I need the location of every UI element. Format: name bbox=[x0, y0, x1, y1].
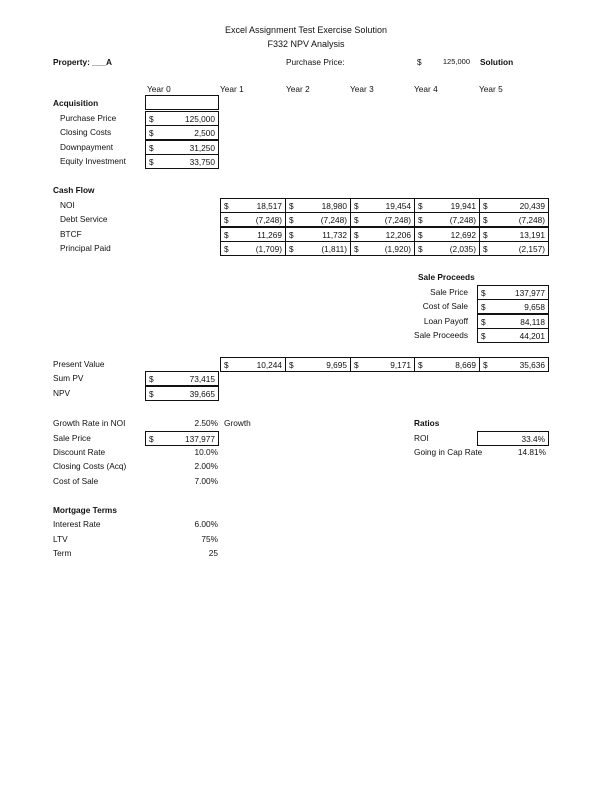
cell-value: 20,439 bbox=[519, 200, 545, 211]
year-header-4: Year 4 bbox=[414, 84, 438, 94]
currency-symbol: $ bbox=[483, 214, 488, 225]
cell-value: 11,269 bbox=[257, 229, 282, 240]
roi-label: ROI bbox=[414, 433, 429, 443]
cell-value: 19,454 bbox=[385, 200, 411, 211]
currency-symbol: $ bbox=[149, 374, 154, 384]
sale-proceeds-heading: Sale Proceeds bbox=[418, 272, 475, 282]
blank-cell[interactable] bbox=[145, 95, 219, 110]
cell-value: 19,941 bbox=[450, 200, 476, 211]
sale-price-label: Sale Price bbox=[53, 433, 91, 443]
currency-symbol: $ bbox=[481, 301, 486, 312]
cash-flow-cell[interactable] bbox=[220, 241, 286, 256]
discount-label: Discount Rate bbox=[53, 447, 106, 457]
acquisition-label: Equity Investment bbox=[60, 156, 126, 166]
cash-flow-cell[interactable] bbox=[414, 198, 480, 213]
cash-flow-label: Debt Service bbox=[60, 214, 108, 224]
currency-symbol: $ bbox=[289, 229, 294, 240]
cell-value: (7,248) bbox=[255, 214, 282, 225]
currency-symbol: $ bbox=[354, 200, 359, 211]
cash-flow-cell[interactable] bbox=[350, 212, 415, 227]
cash-flow-label: Principal Paid bbox=[60, 243, 111, 253]
year-header-3: Year 3 bbox=[350, 84, 374, 94]
cell-value: (2,157) bbox=[518, 243, 545, 254]
roi-cell[interactable] bbox=[477, 431, 549, 446]
cell-value: 11,732 bbox=[322, 229, 347, 240]
cell-value: (1,709) bbox=[255, 243, 282, 254]
acquisition-label: Closing Costs bbox=[60, 127, 112, 137]
cell-value: 33.4% bbox=[521, 433, 545, 444]
sale-proceeds-cell[interactable] bbox=[477, 314, 549, 329]
currency-symbol: $ bbox=[149, 127, 154, 138]
currency-symbol: $ bbox=[149, 433, 154, 444]
cell-value: 39,665 bbox=[189, 388, 215, 399]
year-header-5: Year 5 bbox=[479, 84, 503, 94]
currency-symbol: $ bbox=[481, 287, 486, 298]
sale-proceeds-cell[interactable] bbox=[477, 328, 549, 343]
cell-value: 18,517 bbox=[256, 200, 282, 211]
cell-value: 18,980 bbox=[321, 200, 347, 211]
growth-note: Growth bbox=[224, 418, 251, 428]
sale-proceeds-label: Sale Price bbox=[430, 287, 468, 297]
cash-flow-cell[interactable] bbox=[285, 198, 351, 213]
year-header-1: Year 1 bbox=[220, 84, 244, 94]
acquisition-label: Purchase Price bbox=[60, 113, 117, 123]
ratios-heading: Ratios bbox=[414, 418, 440, 428]
closing-label: Closing Costs (Acq) bbox=[53, 461, 127, 471]
cell-value: 137,977 bbox=[515, 287, 545, 298]
currency-symbol: $ bbox=[224, 200, 229, 211]
acquisition-cell[interactable] bbox=[145, 154, 219, 169]
cash-flow-cell[interactable] bbox=[220, 212, 286, 227]
purchase-price-currency: $ bbox=[417, 57, 422, 67]
currency-symbol: $ bbox=[483, 229, 488, 240]
property-label: Property: ___A bbox=[53, 57, 113, 67]
mortgage-value: 6.00% bbox=[194, 519, 218, 529]
present-value-cell[interactable] bbox=[285, 357, 351, 372]
currency-symbol: $ bbox=[354, 214, 359, 225]
cash-flow-cell[interactable] bbox=[220, 198, 286, 213]
cap-rate-label: Going in Cap Rate bbox=[414, 447, 483, 457]
cell-value: 9,171 bbox=[390, 359, 411, 370]
cell-value: 2,500 bbox=[194, 127, 215, 138]
cell-value: 137,977 bbox=[185, 433, 215, 444]
cash-flow-heading: Cash Flow bbox=[53, 185, 95, 195]
currency-symbol: $ bbox=[418, 359, 423, 370]
mortgage-value: 75% bbox=[201, 534, 218, 544]
cell-value: 13,191 bbox=[519, 229, 545, 240]
currency-symbol: $ bbox=[481, 316, 486, 327]
sheet-subtitle: F332 NPV Analysis bbox=[267, 39, 345, 49]
currency-symbol: $ bbox=[149, 156, 154, 167]
cell-value: 8,669 bbox=[455, 359, 476, 370]
cash-flow-cell[interactable] bbox=[479, 227, 549, 242]
cap-rate-value: 14.81% bbox=[517, 447, 546, 457]
cell-value: 73,415 bbox=[189, 374, 215, 384]
currency-symbol: $ bbox=[418, 214, 423, 225]
npv-cell[interactable] bbox=[145, 386, 219, 401]
currency-symbol: $ bbox=[483, 200, 488, 211]
cell-value: 9,658 bbox=[524, 301, 545, 312]
npv-label: NPV bbox=[53, 388, 71, 398]
currency-symbol: $ bbox=[224, 243, 229, 254]
currency-symbol: $ bbox=[289, 243, 294, 254]
currency-symbol: $ bbox=[149, 142, 154, 153]
currency-symbol: $ bbox=[418, 243, 423, 254]
sale-proceeds-cell[interactable] bbox=[477, 285, 549, 300]
present-value-cell[interactable] bbox=[350, 357, 415, 372]
present-value-label: Present Value bbox=[53, 359, 105, 369]
sale-proceeds-cell[interactable] bbox=[477, 299, 549, 314]
sum-pv-cell[interactable] bbox=[145, 371, 219, 386]
cash-flow-cell[interactable] bbox=[479, 212, 549, 227]
cash-flow-cell[interactable] bbox=[285, 241, 351, 256]
solution-label: Solution bbox=[480, 57, 514, 67]
present-value-cell[interactable] bbox=[220, 357, 286, 372]
discount-value: 10.0% bbox=[194, 447, 218, 457]
cash-flow-cell[interactable] bbox=[285, 227, 351, 242]
currency-symbol: $ bbox=[354, 359, 359, 370]
cell-value: 84,118 bbox=[520, 316, 545, 327]
cash-flow-label: NOI bbox=[60, 200, 75, 210]
cost-of-sale-value: 7.00% bbox=[194, 476, 218, 486]
currency-symbol: $ bbox=[483, 243, 488, 254]
cash-flow-label: BTCF bbox=[60, 229, 82, 239]
currency-symbol: $ bbox=[481, 330, 486, 341]
growth-label: Growth Rate in NOI bbox=[53, 418, 126, 428]
cash-flow-cell[interactable] bbox=[285, 212, 351, 227]
cash-flow-cell[interactable] bbox=[414, 227, 480, 242]
sale-proceeds-label: Sale Proceeds bbox=[414, 330, 468, 340]
currency-symbol: $ bbox=[149, 388, 154, 399]
cash-flow-cell[interactable] bbox=[414, 212, 480, 227]
cell-value: (7,248) bbox=[320, 214, 347, 225]
year-header-2: Year 2 bbox=[286, 84, 310, 94]
cell-value: (7,248) bbox=[384, 214, 411, 225]
currency-symbol: $ bbox=[289, 359, 294, 370]
cell-value: (1,811) bbox=[321, 243, 347, 254]
cash-flow-cell[interactable] bbox=[350, 227, 415, 242]
closing-value: 2.00% bbox=[194, 461, 218, 471]
currency-symbol: $ bbox=[483, 359, 488, 370]
cell-value: 33,750 bbox=[189, 156, 215, 167]
currency-symbol: $ bbox=[354, 243, 359, 254]
cell-value: 12,206 bbox=[385, 229, 411, 240]
mortgage-heading: Mortgage Terms bbox=[53, 505, 117, 515]
sheet-title: Excel Assignment Test Exercise Solution bbox=[225, 25, 387, 35]
mortgage-label: LTV bbox=[53, 534, 68, 544]
present-value-cell[interactable] bbox=[414, 357, 480, 372]
acquisition-label: Downpayment bbox=[60, 142, 114, 152]
currency-symbol: $ bbox=[354, 229, 359, 240]
acquisition-heading: Acquisition bbox=[53, 98, 99, 108]
currency-symbol: $ bbox=[224, 359, 229, 370]
currency-symbol: $ bbox=[149, 113, 154, 124]
cell-value: (2,035) bbox=[449, 243, 476, 254]
cost-of-sale-label: Cost of Sale bbox=[53, 476, 99, 486]
growth-value: 2.50% bbox=[194, 418, 218, 428]
currency-symbol: $ bbox=[224, 214, 229, 225]
currency-symbol: $ bbox=[418, 200, 423, 211]
acquisition-cell[interactable] bbox=[145, 125, 219, 140]
currency-symbol: $ bbox=[418, 229, 423, 240]
currency-symbol: $ bbox=[289, 214, 294, 225]
cash-flow-cell[interactable] bbox=[479, 198, 549, 213]
cell-value: 35,636 bbox=[519, 359, 545, 370]
sale-price-cell[interactable] bbox=[145, 431, 219, 446]
year-header-0: Year 0 bbox=[147, 84, 171, 94]
acquisition-cell[interactable] bbox=[145, 111, 219, 126]
cash-flow-cell[interactable] bbox=[220, 227, 286, 242]
cash-flow-cell[interactable] bbox=[350, 198, 415, 213]
purchase-price-value: 125,000 bbox=[442, 57, 470, 66]
purchase-price-label: Purchase Price: bbox=[286, 57, 345, 67]
mortgage-label: Term bbox=[53, 548, 72, 558]
cell-value: 44,201 bbox=[519, 330, 545, 341]
cell-value: 12,692 bbox=[450, 229, 476, 240]
currency-symbol: $ bbox=[224, 229, 229, 240]
sale-proceeds-label: Cost of Sale bbox=[422, 301, 468, 311]
sale-proceeds-label: Loan Payoff bbox=[423, 316, 468, 326]
mortgage-label: Interest Rate bbox=[53, 519, 101, 529]
cell-value: 125,000 bbox=[185, 113, 215, 124]
cell-value: (1,920) bbox=[384, 243, 411, 254]
cell-value: 31,250 bbox=[189, 142, 215, 153]
cash-flow-cell[interactable] bbox=[479, 241, 549, 256]
currency-symbol: $ bbox=[289, 200, 294, 211]
cell-value: 9,695 bbox=[326, 359, 347, 370]
sum-pv-label: Sum PV bbox=[53, 373, 84, 383]
mortgage-value: 25 bbox=[208, 548, 218, 558]
cell-value: 10,244 bbox=[256, 359, 282, 370]
cell-value: (7,248) bbox=[518, 214, 545, 225]
cash-flow-cell[interactable] bbox=[350, 241, 415, 256]
cell-value: (7,248) bbox=[449, 214, 476, 225]
present-value-cell[interactable] bbox=[479, 357, 549, 372]
cash-flow-cell[interactable] bbox=[414, 241, 480, 256]
acquisition-cell[interactable] bbox=[145, 140, 219, 155]
